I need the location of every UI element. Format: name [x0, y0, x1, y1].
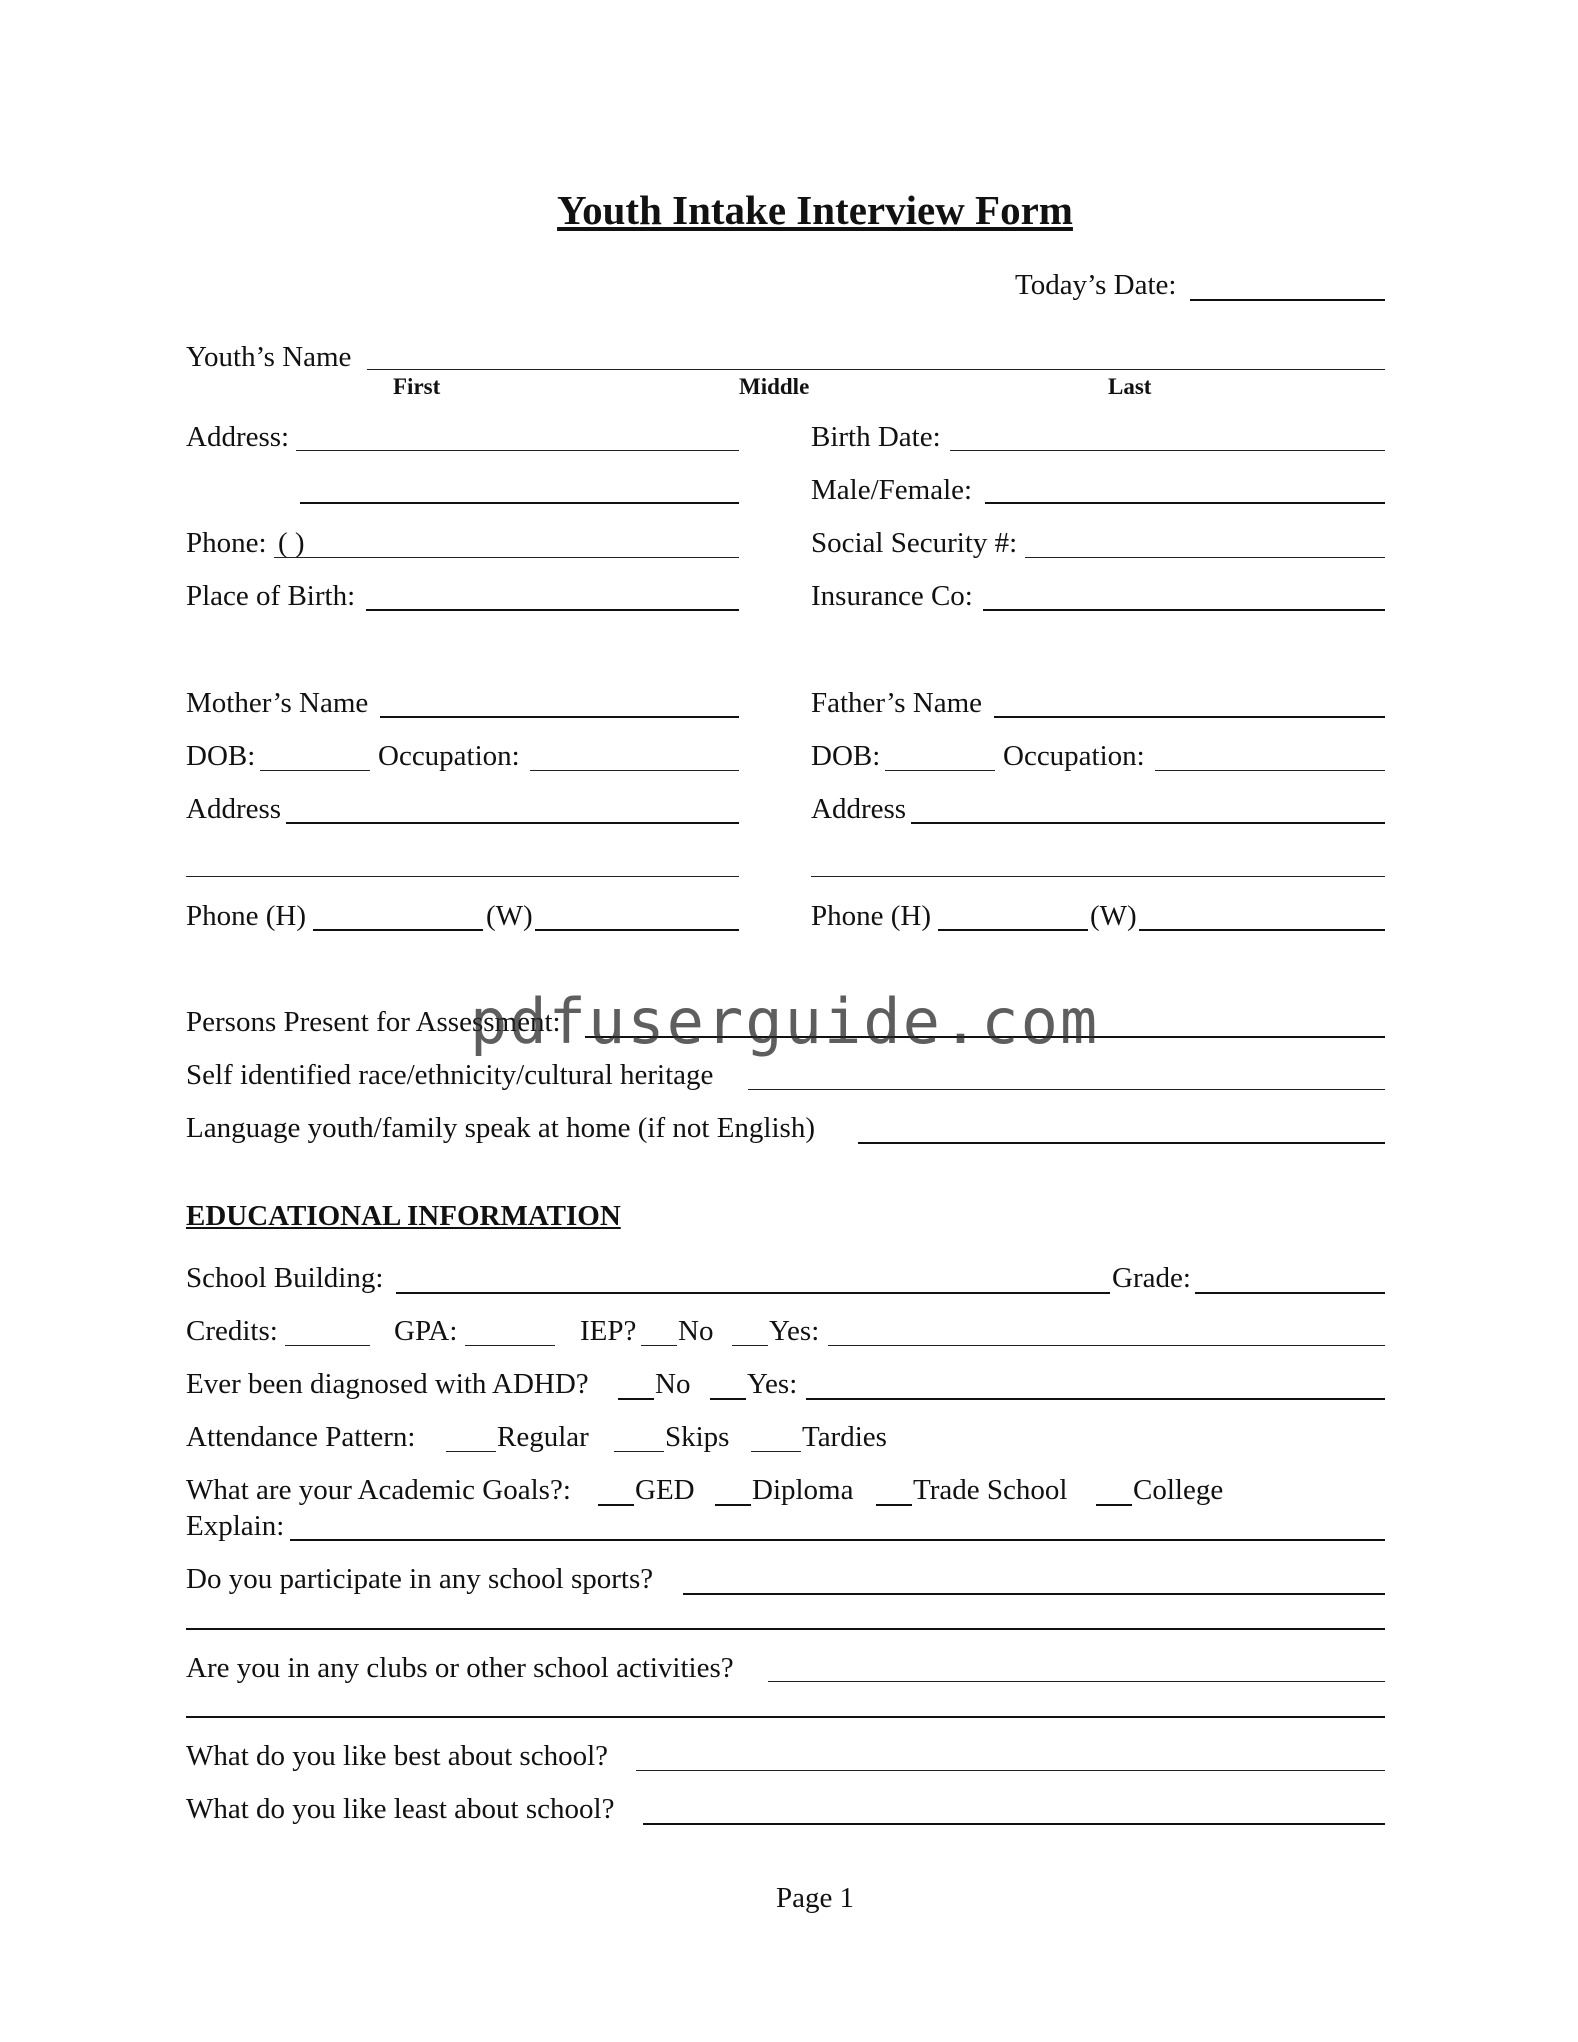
birth-date-label: Birth Date:	[811, 421, 941, 453]
mother-dob-label: DOB:	[186, 740, 256, 772]
persons-present-label: Persons Present for Assessment:	[186, 1006, 561, 1038]
adhd-yes-check[interactable]	[710, 1398, 746, 1400]
mother-occupation-field[interactable]	[530, 770, 739, 771]
goal-ged-check[interactable]	[598, 1504, 634, 1506]
todays-date-label: Today’s Date:	[1015, 269, 1177, 301]
goal-ged-label: GED	[635, 1474, 695, 1506]
name-middle-caption: Middle	[739, 374, 810, 399]
father-address-label: Address	[811, 793, 907, 825]
adhd-no-check[interactable]	[618, 1398, 654, 1400]
insurance-field[interactable]	[983, 609, 1385, 611]
watermark: pdfuserguide.com	[470, 985, 1100, 1058]
clubs-line2-field[interactable]	[186, 1716, 1385, 1718]
iep-yes-label: Yes:	[769, 1315, 820, 1347]
credits-label: Credits:	[186, 1315, 278, 1347]
phone-field[interactable]	[274, 557, 739, 558]
attendance-regular-check[interactable]	[446, 1451, 496, 1452]
attendance-tardies-label: Tardies	[802, 1421, 887, 1453]
attendance-skips-label: Skips	[665, 1421, 730, 1453]
phone-area-code: ( )	[278, 527, 305, 559]
mother-name-field[interactable]	[380, 716, 739, 718]
mother-phone-w-field[interactable]	[535, 929, 739, 931]
iep-yes-field[interactable]	[828, 1345, 1385, 1346]
adhd-label: Ever been diagnosed with ADHD?	[186, 1368, 589, 1400]
male-female-field[interactable]	[985, 502, 1385, 504]
iep-no-check[interactable]	[641, 1345, 677, 1346]
father-dob-label: DOB:	[811, 740, 881, 772]
father-name-label: Father’s Name	[811, 687, 982, 719]
mother-phone-h-field[interactable]	[313, 929, 483, 931]
iep-yes-check[interactable]	[732, 1345, 768, 1346]
todays-date-field[interactable]	[1190, 299, 1385, 301]
father-phone-w-label: (W)	[1090, 900, 1137, 932]
address-line2-field[interactable]	[300, 502, 739, 504]
school-building-label: School Building:	[186, 1262, 384, 1294]
attendance-label: Attendance Pattern:	[186, 1421, 416, 1453]
explain-label: Explain:	[186, 1510, 285, 1542]
goal-diploma-check[interactable]	[715, 1504, 751, 1506]
school-building-field[interactable]	[396, 1292, 1110, 1294]
language-field[interactable]	[858, 1142, 1385, 1144]
attendance-skips-check[interactable]	[614, 1451, 664, 1452]
address-label: Address:	[186, 421, 290, 453]
like-least-field[interactable]	[643, 1823, 1385, 1825]
name-last-caption: Last	[1108, 374, 1152, 399]
adhd-yes-label: Yes:	[747, 1368, 798, 1400]
attendance-tardies-check[interactable]	[751, 1451, 801, 1452]
adhd-yes-field[interactable]	[806, 1398, 1385, 1400]
address-line1-field[interactable]	[296, 450, 739, 451]
form-title: Youth Intake Interview Form	[557, 187, 1073, 233]
mother-name-label: Mother’s Name	[186, 687, 369, 719]
race-ethnicity-label: Self identified race/ethnicity/cultural heritage	[186, 1059, 714, 1091]
phone-label: Phone:	[186, 527, 267, 559]
like-best-field[interactable]	[636, 1770, 1385, 1771]
gpa-label: GPA:	[394, 1315, 458, 1347]
father-occupation-field[interactable]	[1155, 770, 1385, 771]
place-of-birth-label: Place of Birth:	[186, 580, 356, 612]
educational-information-heading: EDUCATIONAL INFORMATION	[186, 1200, 621, 1232]
ssn-label: Social Security #:	[811, 527, 1018, 559]
youth-name-label: Youth’s Name	[186, 341, 352, 373]
credits-field[interactable]	[285, 1345, 370, 1346]
academic-goals-label: What are your Academic Goals?:	[186, 1474, 571, 1506]
mother-occupation-label: Occupation:	[378, 740, 520, 772]
clubs-field[interactable]	[768, 1681, 1385, 1682]
iep-no-label: No	[678, 1315, 714, 1347]
goal-trade-school-check[interactable]	[876, 1504, 912, 1506]
goal-college-check[interactable]	[1096, 1504, 1132, 1506]
language-label: Language youth/family speak at home (if not English)	[186, 1112, 815, 1144]
explain-field[interactable]	[290, 1539, 1385, 1541]
grade-field[interactable]	[1195, 1292, 1385, 1294]
page-number: Page 1	[775, 1882, 855, 1914]
father-address-line2-field[interactable]	[811, 876, 1385, 877]
mother-address-field[interactable]	[286, 822, 739, 824]
ssn-field[interactable]	[1025, 557, 1385, 558]
iep-label: IEP?	[580, 1315, 637, 1347]
sports-label: Do you participate in any school sports?	[186, 1563, 654, 1595]
mother-address-line2-field[interactable]	[186, 876, 739, 877]
gpa-field[interactable]	[465, 1345, 555, 1346]
name-first-caption: First	[393, 374, 441, 399]
mother-phone-h-label: Phone (H)	[186, 900, 307, 932]
like-least-label: What do you like least about school?	[186, 1793, 615, 1825]
adhd-no-label: No	[655, 1368, 691, 1400]
father-dob-field[interactable]	[885, 770, 995, 771]
mother-phone-w-label: (W)	[486, 900, 533, 932]
youth-name-field[interactable]	[367, 369, 1385, 370]
like-best-label: What do you like best about school?	[186, 1740, 609, 1772]
father-phone-h-label: Phone (H)	[811, 900, 932, 932]
goal-college-label: College	[1133, 1474, 1224, 1506]
grade-label: Grade:	[1112, 1262, 1191, 1294]
birth-date-field[interactable]	[950, 450, 1385, 451]
father-phone-h-field[interactable]	[938, 929, 1088, 931]
goal-diploma-label: Diploma	[752, 1474, 854, 1506]
sports-field[interactable]	[683, 1593, 1385, 1595]
father-address-field[interactable]	[911, 822, 1385, 824]
mother-dob-field[interactable]	[260, 770, 370, 771]
father-phone-w-field[interactable]	[1139, 929, 1385, 931]
insurance-label: Insurance Co:	[811, 580, 973, 612]
goal-trade-school-label: Trade School	[913, 1474, 1068, 1506]
place-of-birth-field[interactable]	[366, 609, 739, 611]
father-name-field[interactable]	[994, 716, 1385, 718]
race-ethnicity-field[interactable]	[748, 1089, 1385, 1090]
attendance-regular-label: Regular	[497, 1421, 589, 1453]
father-occupation-label: Occupation:	[1003, 740, 1145, 772]
male-female-label: Male/Female:	[811, 474, 973, 506]
mother-address-label: Address	[186, 793, 282, 825]
clubs-label: Are you in any clubs or other school activities?	[186, 1652, 734, 1684]
sports-line2-field[interactable]	[186, 1628, 1385, 1630]
